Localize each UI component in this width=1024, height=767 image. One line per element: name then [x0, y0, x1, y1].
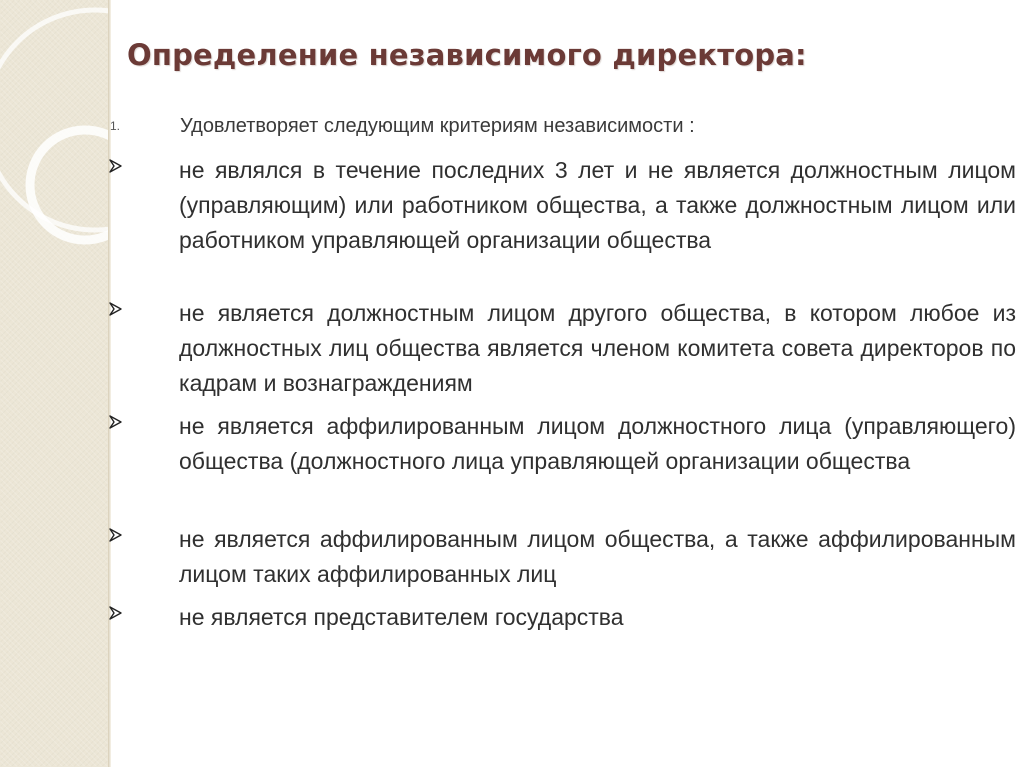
arrowhead-bullet-icon	[109, 414, 123, 430]
numbered-item-text: Удовлетворяет следующим критериям независимости :	[180, 115, 695, 137]
numbered-item-marker: 1.	[110, 119, 121, 133]
list-item-text: не является представителем государства	[179, 604, 624, 630]
list-item-text: не является должностным лицом другого общества, в котором любое из должностных лиц общества является членом комитета совета директоров по кадрам и вознаграждениям	[179, 300, 1016, 396]
list-item-text: не являлся в течение последних 3 лет и не является должностным лицом (управляющим) или работником общества, а также должностным лицом или работником управляющей организации общества	[179, 157, 1016, 253]
arrowhead-bullet-icon	[109, 158, 123, 174]
numbered-item	[110, 115, 695, 138]
decorative-side-panel	[0, 0, 108, 767]
list-item-text: не является аффилированным лицом должностного лица (управляющего) общества (должностного лица управляющей организации общества	[179, 413, 1016, 474]
arrowhead-bullet-icon	[109, 527, 123, 543]
list-item-text: не является аффилированным лицом общества, а также аффилированным лицом таких аффилированных лиц	[179, 526, 1016, 587]
decorative-circles	[0, 0, 108, 767]
slide-title: Определение независимого директора:	[127, 38, 807, 72]
arrowhead-bullet-icon	[109, 605, 123, 621]
arrowhead-bullet-icon	[109, 301, 123, 317]
